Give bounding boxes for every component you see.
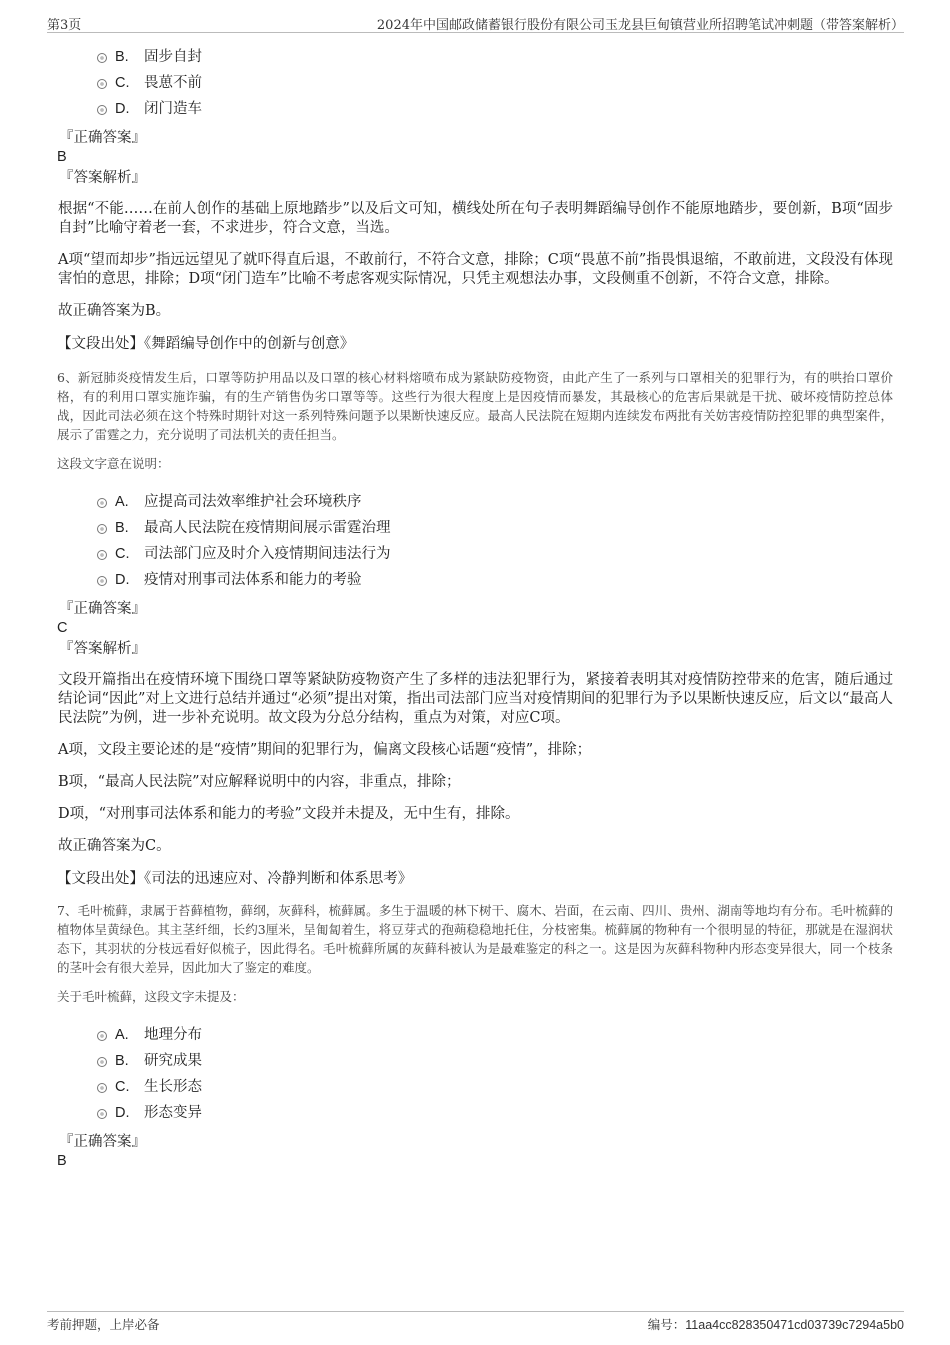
page-number: 第3页 (47, 18, 82, 33)
question-7-text: 7、毛叶梳藓，隶属于苔藓植物，藓纲，灰藓科，梳藓属。多生于温暖的林下树干、腐木、岩面，在云南、四川、贵州、湖南等地均有分布。毛叶梳藓的植物体呈黄绿色。其主茎纤细，长约3厘米，呈匍匐着生，将豆芽式的孢蒴稳稳地托住，分枝密集。梳藓属的物种有一个很明显的特征，那就是在湿润状态下，其羽状的分枝远看好似梳子，因此得名。毛叶梳藓所属的灰藓科被认为是最难鉴定的科之一。这是因为灰藓科物种内形态变异很大，同一个枝条的茎叶会有很大差异，因此加大了鉴定的难度。 (57, 903, 893, 975)
analysis-paragraph: 故正确答案为C。 (58, 838, 171, 854)
option-a[interactable]: A. 地理分布 (97, 1022, 893, 1048)
option-c[interactable]: C. 生长形态 (97, 1074, 893, 1100)
answer-value: C (57, 620, 68, 636)
analysis-paragraph: A项“望而却步”指远远望见了就吓得直后退，不敢前行，不符合文意，排除；C项“畏葸不前”指畏惧退缩，不敢前进，文段没有体现害怕的意思，排除；D项“闭门造车”比喻不考虑客观实际情况，只凭主观想法办事，文段侧重不创新，不符合文意，排除。 (58, 252, 893, 287)
answer-label: 『正确答案』 (59, 1134, 146, 1150)
analysis-label: 『答案解析』 (59, 170, 146, 186)
source-citation: 【文段出处】《舞蹈编导创作中的创新与创意》 (57, 336, 355, 352)
question-6-prompt: 这段文字意在说明： (57, 456, 170, 471)
radio-icon[interactable] (97, 79, 107, 89)
answer-label: 『正确答案』 (59, 130, 146, 146)
radio-icon[interactable] (97, 1057, 107, 1067)
option-b[interactable]: B. 研究成果 (97, 1048, 893, 1074)
option-d[interactable]: D. 疫情对刑事司法体系和能力的考验 (97, 567, 893, 593)
analysis-paragraph: B项，“最高人民法院”对应解释说明中的内容，非重点，排除； (58, 774, 461, 790)
page-footer (47, 1311, 904, 1335)
radio-icon[interactable] (97, 550, 107, 560)
option-b[interactable]: B. 固步自封 (97, 44, 893, 70)
answer-value: B (57, 1153, 67, 1169)
page-header (47, 14, 904, 33)
radio-icon[interactable] (97, 498, 107, 508)
analysis-paragraph: A项，文段主要论述的是“疫情”期间的犯罪行为，偏离文段核心话题“疫情”，排除； (58, 742, 592, 758)
radio-icon[interactable] (97, 576, 107, 586)
footer-slogan: 考前押题，上岸必备 (47, 1317, 160, 1332)
option-c[interactable]: C. 畏葸不前 (97, 70, 893, 96)
analysis-paragraph: 文段开篇指出在疫情环境下围绕口罩等紧缺防疫物资产生了多样的违法犯罪行为，紧接着表明其对疫情防控带来的危害，随后通过结论词“因此”对上文进行总结并通过“必须”提出对策，指出司法部门应当对疫情期间的犯罪行为予以果断快速反应，后文以“最高人民法院”为例，进一步补充说明。故文段为分总分结构，重点为对策，对应C项。 (58, 672, 893, 726)
radio-icon[interactable] (97, 53, 107, 63)
option-d[interactable]: D. 形态变异 (97, 1100, 893, 1126)
answer-label: 『正确答案』 (59, 601, 146, 617)
radio-icon[interactable] (97, 524, 107, 534)
question-7-prompt: 关于毛叶梳藓，这段文字未提及： (57, 989, 245, 1004)
analysis-paragraph: D项，“对刑事司法体系和能力的考验”文段并未提及，无中生有，排除。 (58, 806, 520, 822)
radio-icon[interactable] (97, 1109, 107, 1119)
question-6-text: 6、新冠肺炎疫情发生后，口罩等防护用品以及口罩的核心材料熔喷布成为紧缺防疫物资，由此产生了一系列与口罩相关的犯罪行为，有的哄抬口罩价格，有的利用口罩实施诈骗，有的生产销售伪劣口罩等等。这些行为很大程度上是因疫情而暴发，其最核心的危害后果就是干扰、破坏疫情防控总体战，因此司法必须在这个特殊时期针对这一系列特殊问题予以果断快速反应。最高人民法院在短期内连续发布两批有关妨害疫情防控犯罪的典型案件，展示了雷霆之力，充分说明了司法机关的责任担当。 (57, 370, 893, 442)
page-content (57, 44, 893, 1170)
radio-icon[interactable] (97, 1083, 107, 1093)
option-d[interactable]: D. 闭门造车 (97, 96, 893, 122)
document-title: 2024年中国邮政储蓄银行股份有限公司玉龙县巨甸镇营业所招聘笔试冲刺题（带答案解析） (376, 18, 904, 33)
source-citation: 【文段出处】《司法的迅速应对、冷静判断和体系思考》 (57, 871, 413, 887)
analysis-paragraph: 故正确答案为B。 (58, 303, 171, 319)
answer-value: B (57, 149, 67, 165)
analysis-paragraph: 根据“不能……在前人创作的基础上原地踏步”以及后文可知，横线处所在句子表明舞蹈编导创作不能原地踏步，要创新，B项“固步自封”比喻守着老一套，不求进步，符合文意，当选。 (58, 201, 893, 236)
radio-icon[interactable] (97, 1031, 107, 1041)
document-code: 编号：11aa4cc828350471cd03739c7294a5b0 (647, 1317, 904, 1332)
option-a[interactable]: A. 应提高司法效率维护社会环境秩序 (97, 489, 893, 515)
option-b[interactable]: B. 最高人民法院在疫情期间展示雷霆治理 (97, 515, 893, 541)
analysis-label: 『答案解析』 (59, 641, 146, 657)
option-c[interactable]: C. 司法部门应及时介入疫情期间违法行为 (97, 541, 893, 567)
radio-icon[interactable] (97, 105, 107, 115)
